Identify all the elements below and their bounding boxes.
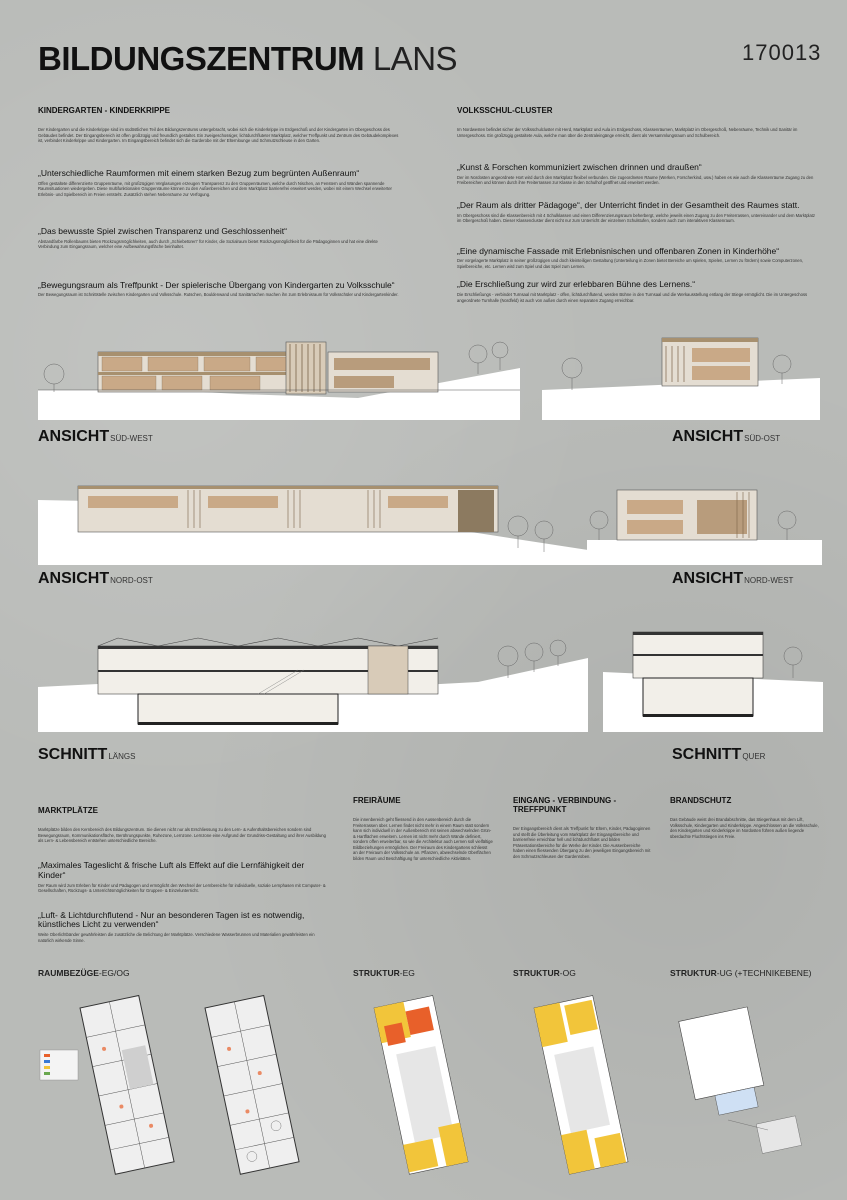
marktplaetze-text-1: Marktplätze bilden den Kernbereich des Bildungszentrum. Sie dienen nicht nur als Erschliessung zu den Lern- & Aufenthaltsbereichen sondern sind Bewegungsraum, Kommunikationsfläche, Berührungspunkte, Ruhezone, Lernzone. Lernzone eine Aufgrund der Grundriss-Gestaltung und ihrer Ausbildung als Lern- & Lebensbereich entstehen unterschiedliche Bereiche. [38, 827, 326, 844]
marktplaetze-text-2: Der Raum wird zum Erleben für Kinder und Pädagogen und ermöglicht den Wechsel der Lernbereiche für individuelle, soziale Lernphasen mit Computer- & Gesellschaften, Rückzugs- & Unterrichtsmöglichkeiten für Gruppen- & Einzelunterricht. [38, 882, 326, 894]
kindergarten-quote-3: „Bewegungsraum als Treffpunkt - Der spielerische Übergang von Kindergarten zu Volksschule“ [38, 279, 395, 290]
kindergarten-text-2: Abstandfarbe Rollenbaums bieten Rückzugsmöglichkeiten, auch durch „Schiebetüren“ für Kinder, die Sozialraum bietet Rückzugsmöglichkeit für die Pädagoginnen und hat eine direkte Verbindung zum Eingangsraum, welcher eine Aufbewahrungsfläche beinhaltet. [38, 238, 378, 250]
structure-diagram-eg [350, 990, 490, 1176]
label-ansicht-so: ANSICHTSÜD-OST [672, 428, 781, 445]
kindergarten-intro: Der Kindergarten und die Kinderkrippe sind im südöstlichen Teil des Bildungszentrums untergebracht, wobei sich die Kinderkrippe im Erdgeschoß und der Kindergarten im Obergeschoss des Gebäudes befindet. Der Eingangsbereich ist offen großzügig und freundlich gestaltet. Ein zweigeschossiger, lichtdurchfluteter Marktplatz, welcher Treffpunkt und Zentrum des Gebäudekomplexes ist, verbindet Kinderkrippe und Kindergarten. Im Eingangsbereich befindet sich die Garderobe mit der Elternlounge und Schmutzschleuse in den Garten. [38, 127, 399, 144]
brandschutz-heading: BRANDSCHUTZ [670, 796, 732, 805]
kindergarten-text-3: Der Bewegungsraum ist Schnittstelle zwischen Kindergarten und Volksschule. Rutschen, Bouldenwand und Sanitärrachen machen ihn zum Erlebnisraum für Volksschüler und Kindergartenkinder. [38, 292, 399, 298]
volksschule-section [457, 106, 819, 312]
section-longitudinal [38, 612, 588, 732]
elevation-south-west [38, 328, 520, 420]
structure-diagram-ug [668, 990, 820, 1176]
volksschule-quote-2: „Der Raum als dritter Pädagoge“, der Unterricht findet in der Gesamtheit des Raumes statt. [457, 199, 800, 210]
volksschule-text-2: Im Obergeschoss sind die Klassenbereich mit 4 Schulklassen und einen Differenzierungsraum beherbergt, welche jeweils einen Zugang zu den Freiterrassen, untereinander und dem Marktplatz im Obergeschoß haben. Dieser Klassencluster dient nicht nur zum Unterricht der einzelnen Schulstufen, sondern auch zum interaktiven Klassenraum. [457, 212, 815, 224]
marktplaetze-section [38, 806, 330, 946]
elevation-north-east [38, 470, 588, 565]
kindergarten-text-1: Offen gestaltete differenzierte Gruppenräume, mit großzügigen Verglasungen erzeugen Transparenz zu den Gruppenräumen, welche durch Nischen, an Fenstern und Wänden spannende Raumsituationen wiedergeben. Diese multifunktionalen Gruppenräume können zu den Außenbereichen und dem Marktplatz barrierefrei erweitert werden, wobei mit einem Wechsel erweiterter Erlebnis- und Spielbereich im Freien entsteht. Zusätzlich stehen Nebenräume zur Verfügung. [38, 180, 392, 197]
section-transverse [603, 612, 823, 732]
elevation-south-east [542, 328, 820, 420]
floor-plan-og [186, 990, 316, 1176]
elevation-north-west [587, 470, 822, 565]
label-struktur-og: STRUKTUR-OG [513, 968, 576, 978]
label-raumbezuege: RAUMBEZÜGE-EG/OG [38, 968, 130, 978]
label-schnitt-laengs: SCHNITTLÄNGS [38, 746, 136, 763]
eingang-text: Der Eingangsbereich dient als Treffpunkt für Eltern, Kinder, Pädagoginnen und stellt die Überleitung vom Marktplatz der Eingangsbereiche und barrierefreie erreichbar hell und lichtdurchflutet und bilden Präsentationsbereiche für die Werke der Kinder. Die Aussenbereiche haben einen fliessenden Übergang zu den jeweiligen Eingangsbereich mit den Schmutzschleusen der Gardenroben. [513, 826, 651, 859]
eingang-section [513, 796, 653, 890]
volksschule-quote-1: „Kunst & Forschen kommuniziert zwischen drinnen und draußen“ [457, 162, 702, 172]
kindergarten-quote-2: „Das bewusste Spiel zwischen Transparenz und Geschlossenheit“ [38, 225, 287, 236]
freiraeume-section [353, 796, 493, 907]
label-ansicht-nw: ANSICHTNORD-WEST [672, 570, 794, 587]
structure-diagram-og [510, 990, 650, 1176]
kindergarten-section [38, 106, 400, 304]
volksschule-intro: Im Nordwesten befindet sicher der Volksschulcluster mit Herd, Marktplatz und Aula im Erdgeschoss, Klassenräumen, Marktplatz im Obergeschoß, Nebenräume, Technik und Sanitär im Untergeschoss. Ein großzügig gestaltete Aula, welche man über die Zentraleingänge erreicht, dient als Versammlungsraum und Schulbereich. [457, 127, 798, 138]
project-number: 170013 [742, 40, 822, 65]
brandschutz-text: Das Gebäude weist drei Brandabschnitte, das Stiegenhaus mit dem Lift, Volksschule, Kindergarten und Kinderkrippe. Angeschlossen an die Volksschule, den Kindergarten und Kinderkrippe im Nordosten führen außen liegende überdachte Fluchtstiegen ins Freie. [670, 817, 819, 839]
kindergarten-quote-1: „Unterschiedliche Raumformen mit einem starken Bezug zum begrünten Außenraum“ [38, 168, 360, 178]
marktplaetze-heading: MARKTPLÄTZE [38, 806, 98, 815]
volksschule-quote-3: „Eine dynamische Fassade mit Erlebnisnischen und offenbaren Zonen in Kinderhöhe“ [457, 245, 780, 256]
volksschule-text-4: Die Erschließungs - verbindet Turnsaal mit Marktplatz - offen, lichtdurchflutend, werden Bühne in den Turnsaal und die Werkausstellung entlang der Stiege ermöglicht. Die im Untergeschoss angeordnete Turnhalle (Nordfeld) ist auch von außen durch einen separaten Zugang erreichbar. [457, 292, 808, 303]
label-struktur-eg: STRUKTUR-EG [353, 968, 415, 978]
volksschule-quote-4: „Die Erschließung zur wird zur erlebbaren Bühne des Lernens.“ [457, 279, 696, 290]
floor-plan-eg [36, 990, 186, 1176]
freiraeume-text: Die innenbereich geht fliessend in den Aussenbereich durch die Freiterrassen über. Lernen findet nicht mehr in einem Raum statt sondern kann sich individuell in der Außenbereich mit seinen abwechselnden Grün- & Hartflächen erweitern. Lernen ist nicht mehr durch Wände definiert, sondern offen erweiterbar, so wie die Architektur auch Lernen soll vielfältige Bildbeziehungen ermöglichen. Der Freiraum des Kindergartens schliesst an der Freiraum der Volksschule an. Pflanzen, abwechselnde Oberflächen bilden Raum und Beschäftigung für unterschiedliche Aktivitäten. [353, 817, 493, 861]
label-struktur-ug: STRUKTUR-UG (+TECHNIKEBENE) [670, 968, 812, 978]
volksschule-text-3: Der vorgelagerte Marktplatz in seiner großzügigen und doch kleinteiligen Gestaltung (Unterteilung in Zonen bietet Bereiche um spielen, Spielen, Lernen zu fördern) sowie Computerzonen, Spielbereiche, etc. Lernen wird zum Spiel und das Spiel zum Lernen. [457, 258, 804, 269]
volksschule-heading: VOLKSSCHUL-CLUSTER [457, 106, 553, 115]
freiraeume-heading: FREIRÄUME [353, 796, 401, 805]
marktplaetze-quote-1: „Maximales Tageslicht & frische Luft als Effekt auf die Lernfähigkeit der Kinder“ [38, 860, 305, 880]
brandschutz-section [670, 796, 820, 857]
eingang-heading: EINGANG - VERBINDUNG - TREFFPUNKT [513, 796, 617, 814]
volksschule-text-1: Der im Nordosten angeordnete Hort wird durch den Marktplatz flexibel verbunden. Die zugeordneten Räume (Werken, Forscherkind, usw.) haben es wie auch die Klassenräume Zugang zu den Freibereichen und können durch ihre Freiterrassen zur Klasse in den Schulhof geöffnet und erweitert werden. [457, 174, 814, 186]
label-ansicht-no: ANSICHTNORD-OST [38, 570, 153, 587]
label-schnitt-quer: SCHNITTQUER [672, 746, 766, 763]
title-bold: BILDUNGSZENTRUM [38, 40, 365, 77]
marktplaetze-text-3: Weite Oberlichtbänder gewährleisten die zusätzliche die Belichtung der Marktplätze. Verschiedene Wasserbrunnen und Materialien gewährleisten ein natürlich wirkende Sinne. [38, 932, 315, 943]
label-ansicht-sw: ANSICHTSÜD-WEST [38, 428, 153, 445]
page-title [38, 40, 457, 78]
marktplaetze-quote-2: „Luft- & Lichtdurchflutend - Nur an besonderen Tagen ist es notwendig, künstliches Licht zu verwenden“ [38, 909, 305, 930]
kindergarten-heading: KINDERGARTEN - KINDERKRIPPE [38, 106, 171, 115]
title-light: LANS [372, 40, 458, 77]
